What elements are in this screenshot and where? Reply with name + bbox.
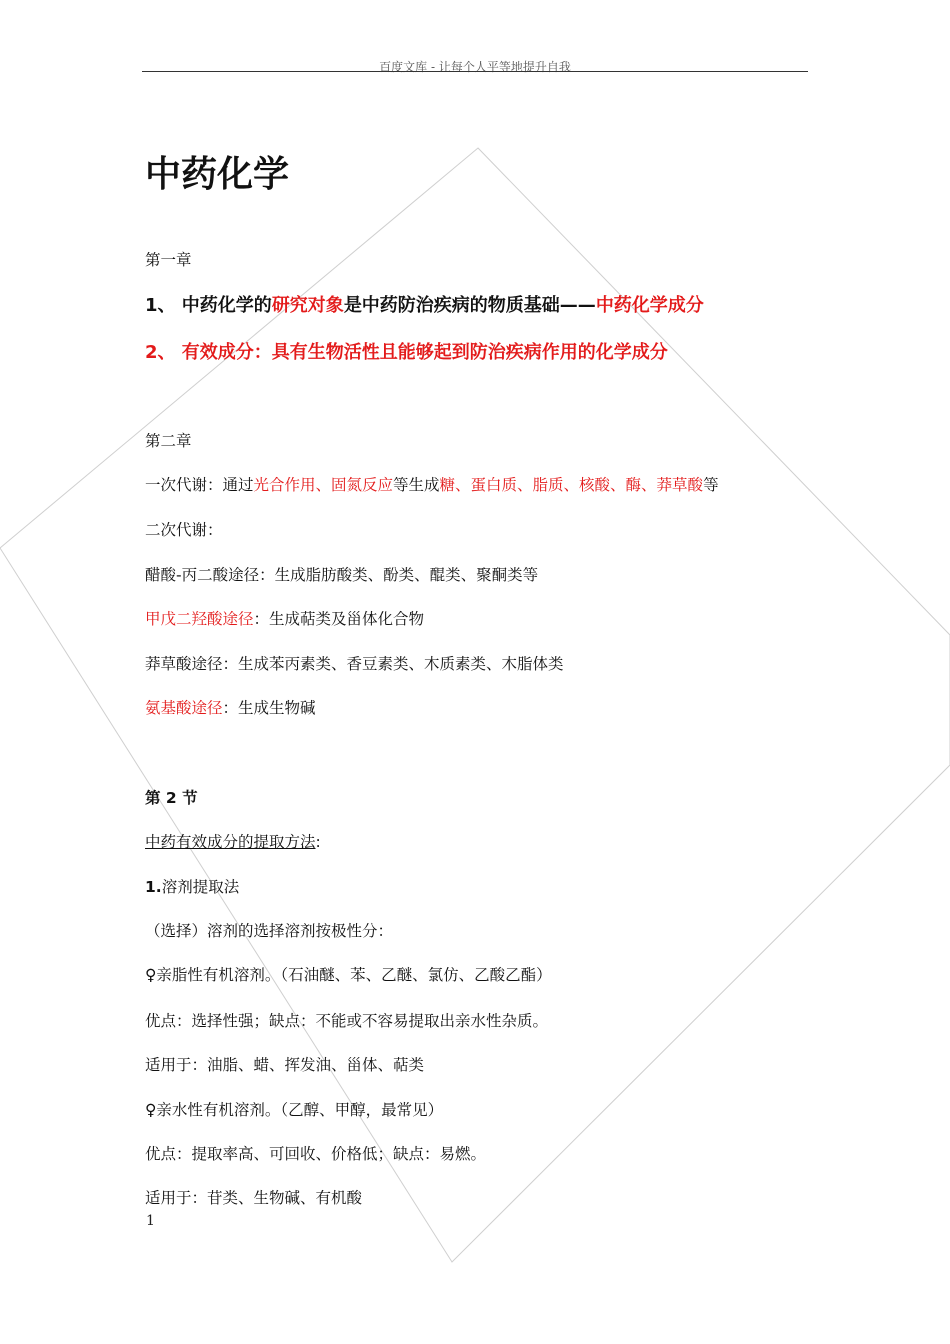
highlight-text: 糖、蛋白质、脂质、核酸、酶、莽草酸	[439, 476, 704, 494]
secondary-metabolism-line: 二次代谢：	[145, 521, 223, 539]
highlight-text: 甲戊二羟酸途径	[145, 610, 254, 628]
shikimate-pathway: 莽草酸途径：生成苯丙素类、香豆素类、木质素类、木脂体类	[145, 655, 564, 673]
item-number: 1、	[145, 295, 176, 316]
highlight-text: 光合作用、固氮反应	[253, 476, 394, 494]
highlight-text: 中药化学成分	[595, 295, 704, 316]
solvent-selection-line: （选择）溶剂的选择溶剂按极性分：	[145, 922, 394, 940]
line-text: 一次代谢：通过	[145, 476, 254, 494]
hydrophilic-applicable-line: 适用于：苷类、生物碱、有机酸	[145, 1189, 363, 1207]
chapter-2-heading: 第二章	[145, 432, 192, 450]
lipophilic-pros-cons-line: 优点：选择性强；缺点：不能或不容易提取出亲水性杂质。	[145, 1012, 549, 1030]
lipophilic-solvents-line: ♀亲脂性有机溶剂。（石油醚、苯、乙醚、氯仿、乙酸乙酯）	[145, 966, 552, 984]
line-text: 等生成	[393, 476, 440, 494]
highlight-text: 氨基酸途径	[145, 699, 223, 717]
chapter-1-heading: 第一章	[145, 251, 192, 269]
mevalonate-pathway	[145, 607, 424, 629]
hydrophilic-pros-cons-line: 优点：提取率高、可回收、价格低；缺点：易燃。	[145, 1145, 487, 1163]
underlined-text: 中药有效成分的提取方法	[145, 833, 316, 851]
line-text: :	[315, 833, 321, 851]
line-text: ：生成萜类及甾体化合物	[253, 610, 425, 628]
acetate-malonate-pathway: 醋酸-丙二酸途径：生成脂肪酸类、酚类、醌类、聚酮类等	[145, 566, 539, 584]
item-text: 有效成分：具有生物活性且能够起到防治疾病作用的化学成分	[175, 342, 668, 363]
line-text: 溶剂提取法	[161, 878, 240, 896]
document-title: 中药化学	[145, 154, 290, 195]
page-number: 1	[146, 1213, 155, 1229]
page-header: 百度文库 - 让每个人平等地提升自我	[379, 60, 571, 74]
item-number: 2、	[145, 342, 176, 363]
item-text: 是中药防治疾病的物质基础——	[343, 295, 596, 316]
item-number: 1.	[145, 878, 162, 896]
extraction-methods-heading	[145, 830, 321, 852]
item-text: 中药化学的	[175, 295, 272, 316]
hydrophilic-solvents-line: ♀亲水性有机溶剂。（乙醇、甲醇，最常见）	[145, 1101, 444, 1119]
ch1-item-1	[145, 291, 704, 317]
lipophilic-applicable-line: 适用于：油脂、蜡、挥发油、甾体、萜类	[145, 1056, 425, 1074]
header-rule	[142, 71, 808, 72]
highlight-text: 研究对象	[271, 295, 344, 316]
section-2-heading: 第 2 节	[145, 789, 198, 807]
line-text: ：生成生物碱	[222, 699, 316, 717]
line-text: 等	[703, 476, 719, 494]
primary-metabolism-line	[145, 473, 719, 495]
amino-acid-pathway	[145, 696, 316, 718]
solvent-extraction-heading	[145, 875, 239, 897]
ch1-item-2	[145, 338, 668, 364]
